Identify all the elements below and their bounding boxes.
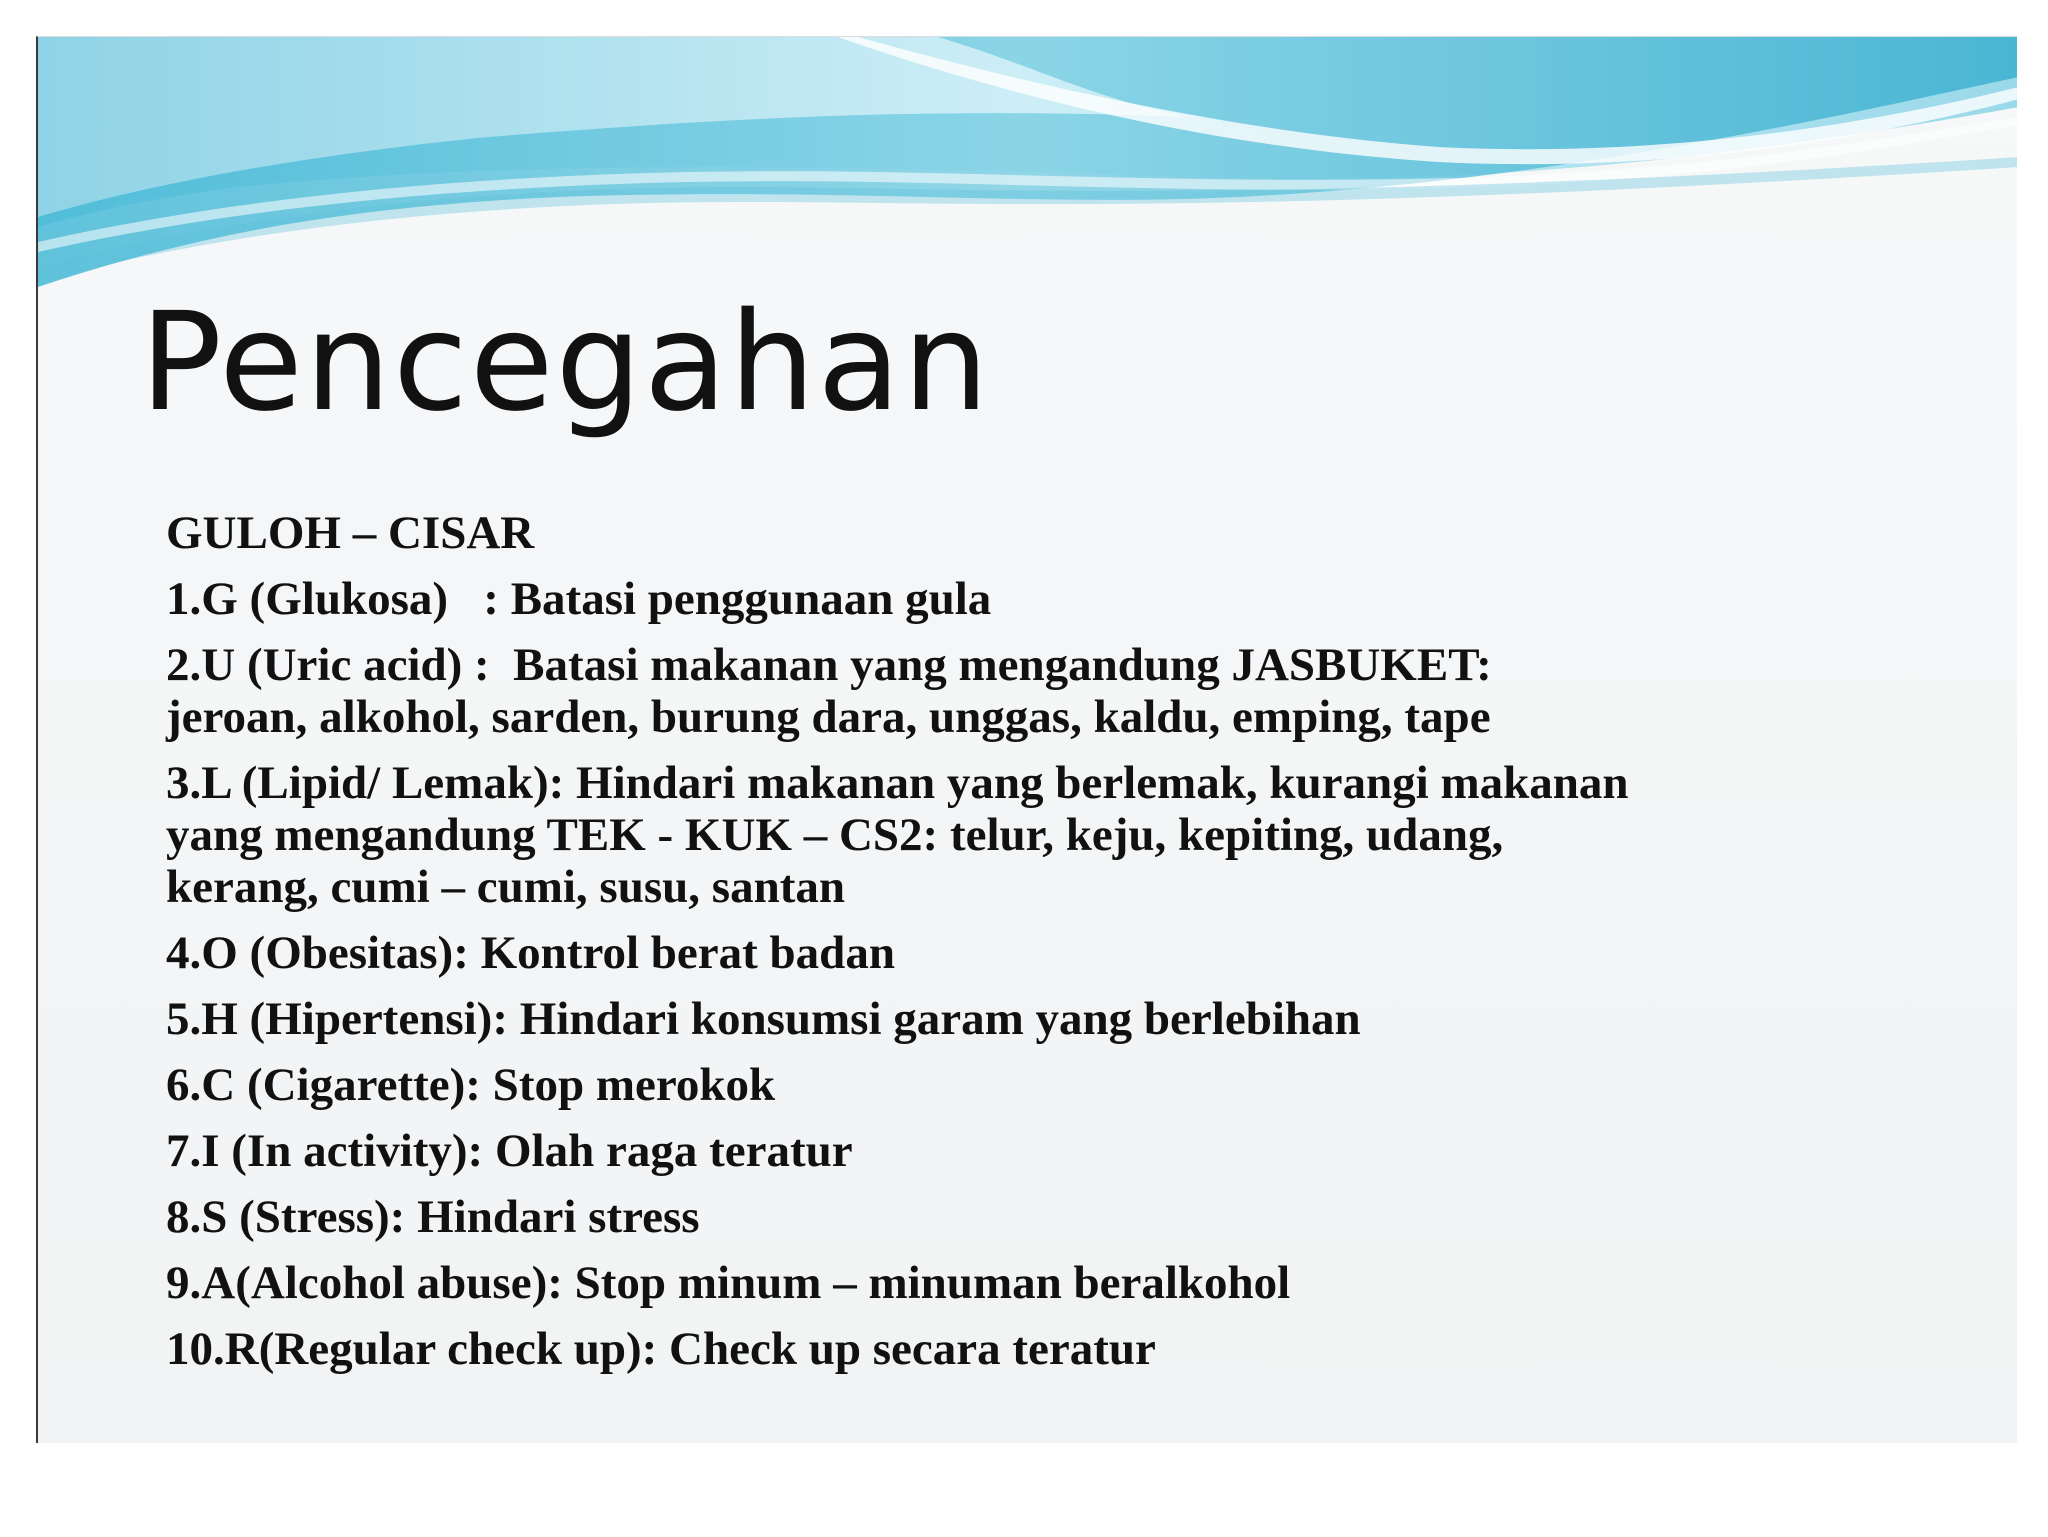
list-item: 8.S (Stress): Hindari stress (166, 1191, 700, 1243)
list-item: 10.R(Regular check up): Check up secara teratur (166, 1323, 1156, 1375)
slide-subtitle: GULOH – CISAR (166, 507, 535, 559)
list-item: 4.O (Obesitas): Kontrol berat badan (166, 927, 895, 979)
list-item: 7.I (In activity): Olah raga teratur (166, 1125, 853, 1177)
slide-body (166, 507, 1966, 1389)
list-item: 3.L (Lipid/ Lemak): Hindari makanan yang berlemak, kurangi makanan yang mengandung TEK - KUK – CS2: telur, keju, kepiting, udang, kerang, cumi – cumi, susu, santan (166, 757, 1629, 913)
list-item: 2.U (Uric acid) : Batasi makanan yang mengandung JASBUKET: jeroan, alkohol, sarden, burung dara, unggas, kaldu, emping, tape (166, 639, 1492, 743)
slide-title: Pencegahan (140, 284, 991, 442)
list-item: 5.H (Hipertensi): Hindari konsumsi garam yang berlebihan (166, 993, 1361, 1045)
slide (36, 36, 2017, 1443)
list-item: 1.G (Glukosa) : Batasi penggunaan gula (166, 573, 992, 625)
list-item: 6.C (Cigarette): Stop merokok (166, 1059, 776, 1111)
list-item: 9.A(Alcohol abuse): Stop minum – minuman beralkohol (166, 1257, 1291, 1309)
